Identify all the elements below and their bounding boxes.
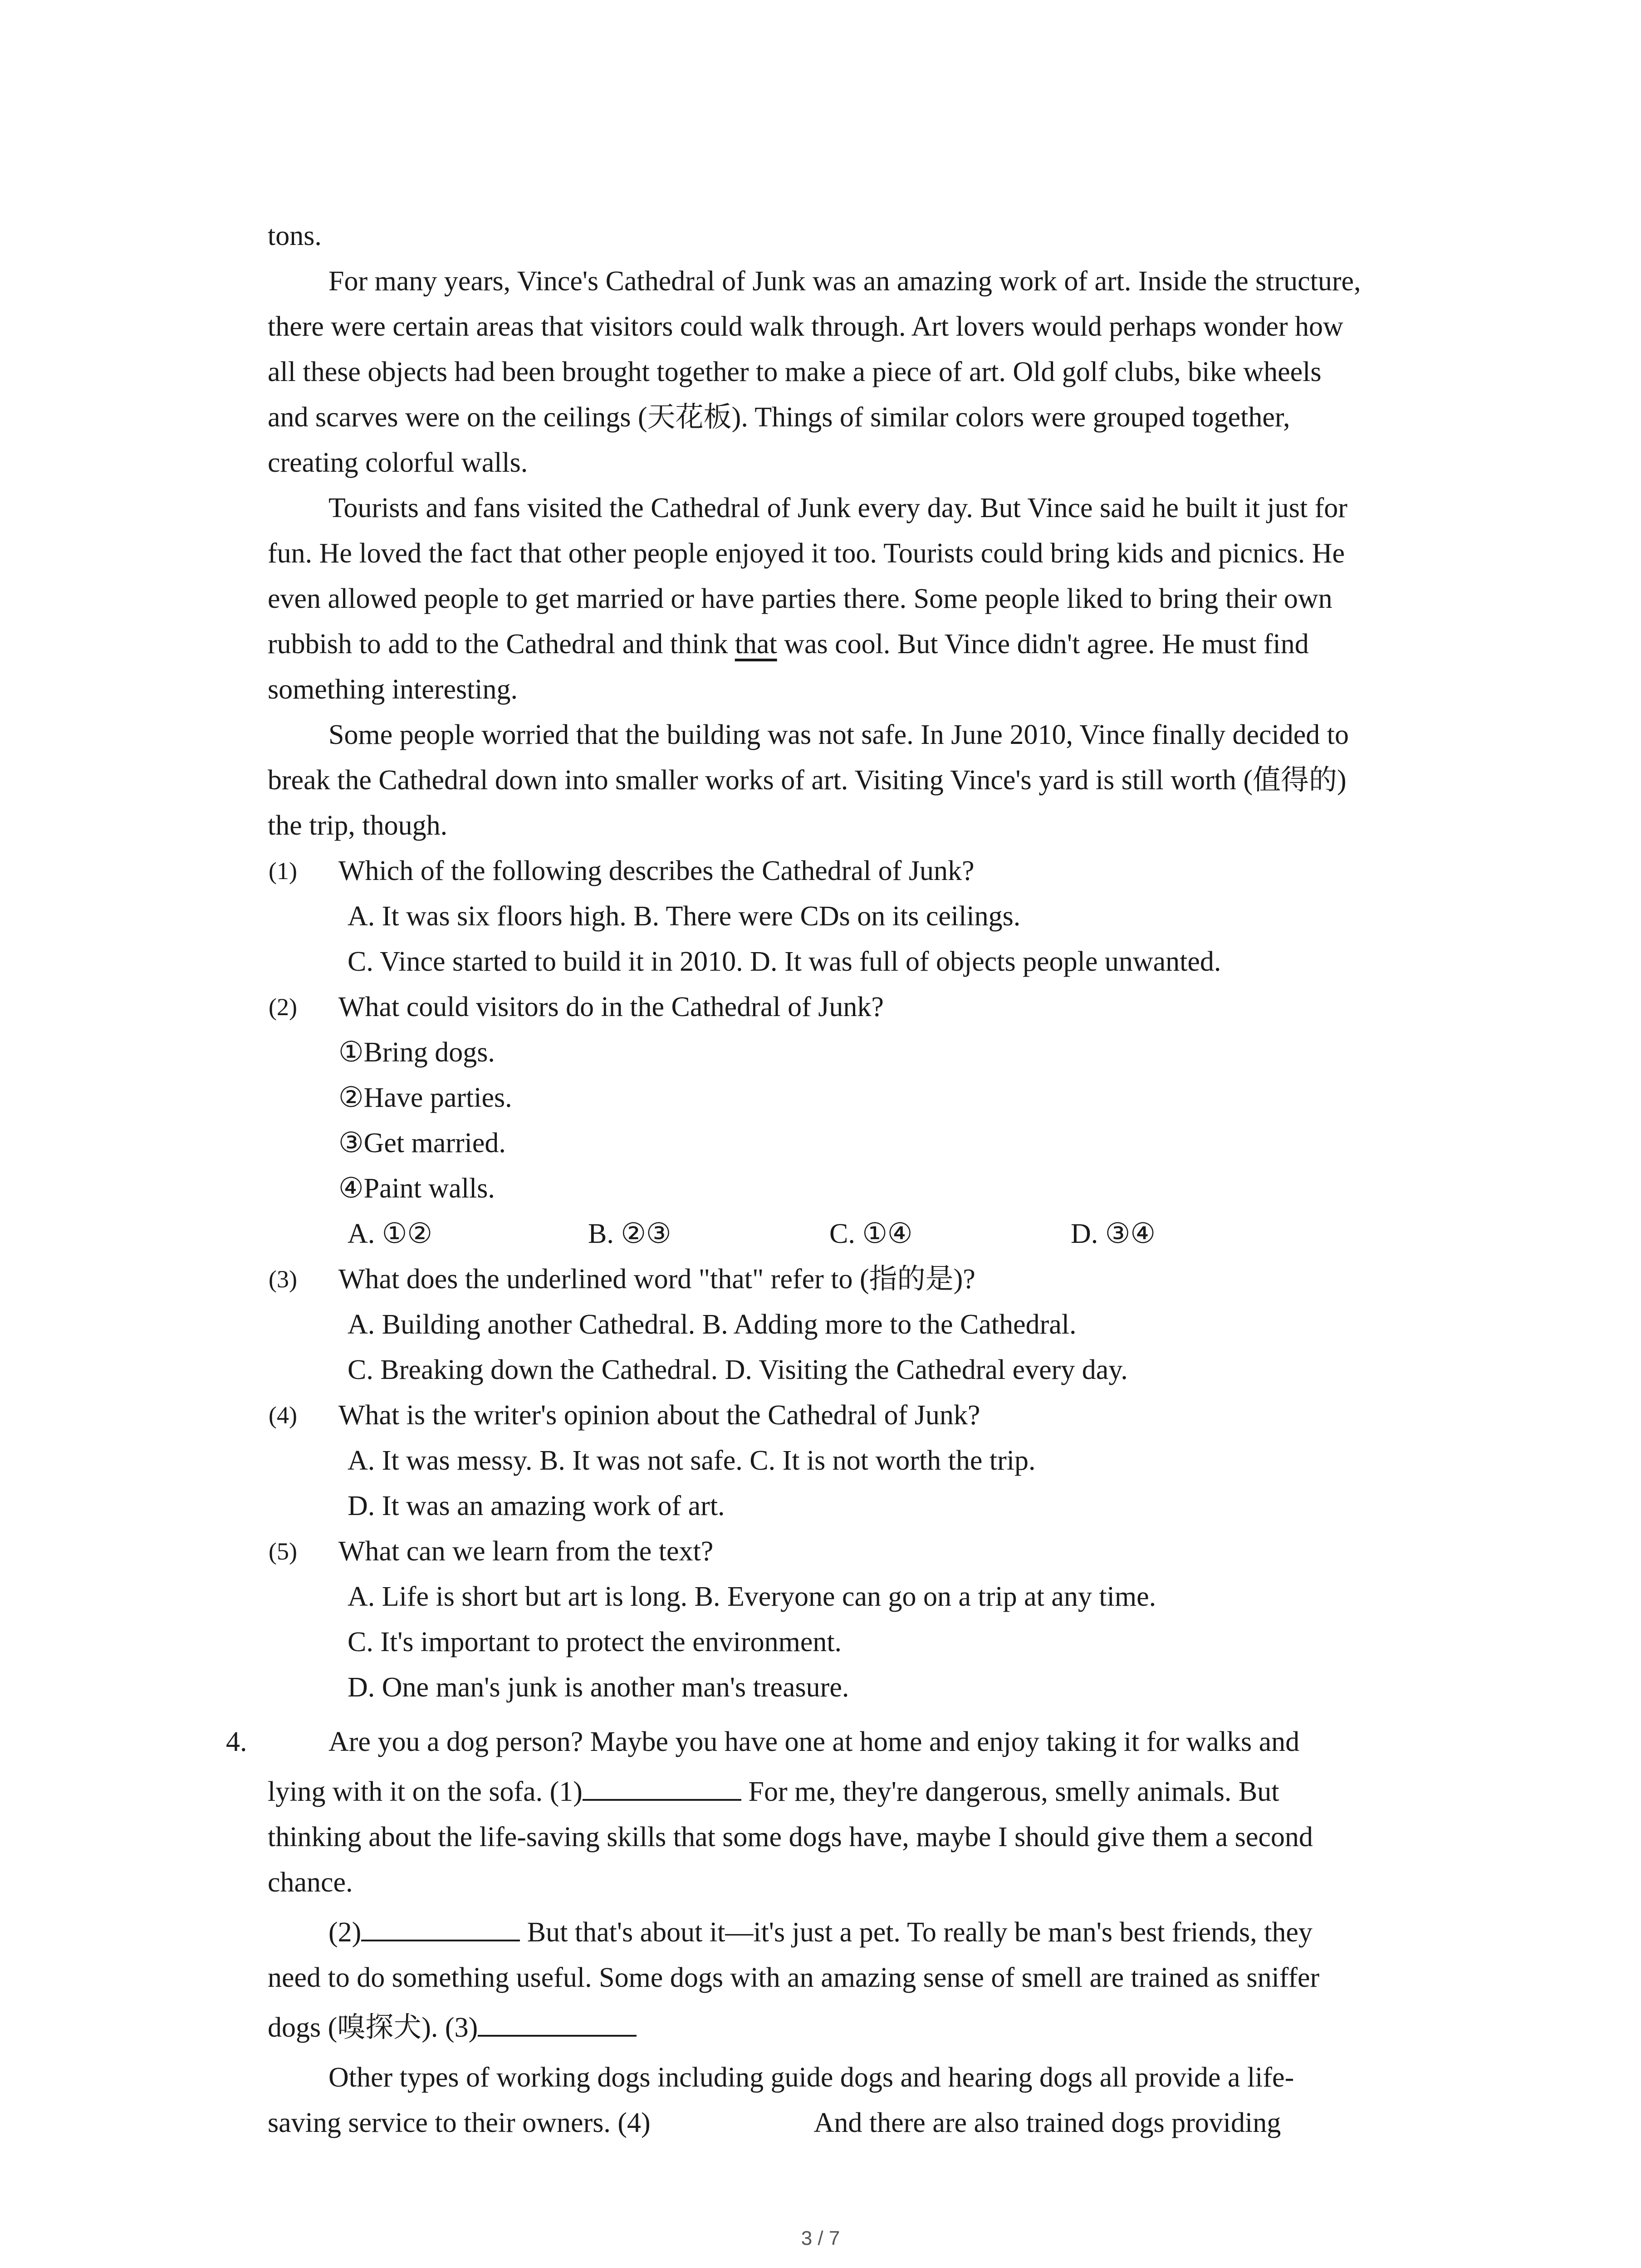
option-line: D. It was an amazing work of art.: [348, 1491, 725, 1521]
page-number: 3 / 7: [801, 2227, 840, 2249]
choice-a: A. ①②: [348, 1218, 432, 1249]
passage-line: even allowed people to get married or have parties there. Some people liked to bring their own: [268, 583, 1332, 614]
underlined-word-that: that: [735, 629, 777, 660]
passage-line: something interesting.: [268, 674, 518, 705]
statement-item: ③Get married.: [338, 1128, 506, 1158]
choice-d: D. ③④: [1071, 1218, 1156, 1249]
passage-line-underlined: [268, 621, 1474, 667]
question-text: What does the underlined word "that" refer to (指的是)?: [338, 1264, 975, 1295]
text-segment: lying with it on the sofa. (1): [268, 1776, 583, 1807]
question-number: (3): [269, 1266, 297, 1293]
passage-line: fun. He loved the fact that other people enjoyed it too. Tourists could bring kids and picnics. He: [268, 538, 1345, 569]
statement-item: ②Have parties.: [338, 1082, 512, 1113]
answer-blank-1[interactable]: [583, 1771, 741, 1801]
text-segment: For me, they're dangerous, smelly animals. But: [741, 1776, 1279, 1807]
passage-line: the trip, though.: [268, 810, 448, 841]
passage-line: Some people worried that the building was not safe. In June 2010, Vince finally decided to: [328, 719, 1349, 750]
choice-c: C. ①④: [829, 1218, 913, 1249]
statement-item: ④Paint walls.: [338, 1173, 495, 1204]
passage-line: there were certain areas that visitors could walk through. Art lovers would perhaps wonder how: [268, 311, 1343, 342]
passage-line: Are you a dog person? Maybe you have one at home and enjoy taking it for walks and: [328, 1726, 1300, 1757]
question-number: (1): [269, 857, 297, 885]
question-number: (4): [269, 1402, 297, 1429]
passage-line: all these objects had been brought together to make a piece of art. Old golf clubs, bike wheels: [268, 357, 1322, 387]
option-line: A. It was six floors high. B. There were CDs on its ceilings.: [348, 901, 1021, 932]
option-line: C. It's important to protect the environment.: [348, 1627, 842, 1657]
text-segment: rubbish to add to the Cathedral and think: [268, 629, 735, 660]
question-text: Which of the following describes the Cathedral of Junk?: [338, 855, 975, 886]
passage-line: need to do something useful. Some dogs with an amazing sense of smell are trained as sniffer: [268, 1962, 1320, 1993]
option-line: A. Life is short but art is long. B. Everyone can go on a trip at any time.: [348, 1581, 1156, 1612]
passage-line-blank-3: [268, 2005, 1474, 2050]
passage-line-blank-4: [268, 2100, 1474, 2146]
text-segment: And there are also trained dogs providing: [813, 2107, 1281, 2138]
passage-line: thinking about the life-saving skills that some dogs have, maybe I should give them a second: [268, 1822, 1313, 1853]
passage-line: chance.: [268, 1867, 353, 1898]
passage-line: Tourists and fans visited the Cathedral of Junk every day. But Vince said he built it just for: [328, 493, 1347, 523]
option-line: C. Vince started to build it in 2010. D. It was full of objects people unwanted.: [348, 946, 1221, 977]
choice-b: B. ②③: [588, 1218, 671, 1249]
text-segment: But that's about it—it's just a pet. To really be man's best friends, they: [520, 1917, 1313, 1948]
passage-line: tons.: [268, 220, 322, 251]
question-text: What is the writer's opinion about the Cathedral of Junk?: [338, 1400, 980, 1431]
passage-line-blank-1: [268, 1769, 1474, 1814]
option-line: C. Breaking down the Cathedral. D. Visiting the Cathedral every day.: [348, 1354, 1128, 1385]
text-segment: saving service to their owners. (4): [268, 2107, 651, 2138]
passage-line-blank-2: [328, 1910, 1535, 1955]
passage-line: For many years, Vince's Cathedral of Junk was an amazing work of art. Inside the structure,: [328, 266, 1361, 297]
option-line: D. One man's junk is another man's treasure.: [348, 1672, 849, 1703]
text-segment: was cool. But Vince didn't agree. He must find: [777, 629, 1309, 660]
passage-line: creating colorful walls.: [268, 447, 528, 478]
passage-line: break the Cathedral down into smaller works of art. Visiting Vince's yard is still worth (值得的): [268, 765, 1347, 796]
statement-item: ①Bring dogs.: [338, 1037, 495, 1068]
passage-line: and scarves were on the ceilings (天花板). Things of similar colors were grouped together,: [268, 402, 1290, 433]
passage-number: 4.: [226, 1726, 247, 1757]
question-number: (2): [269, 993, 297, 1021]
text-segment: dogs (嗅探犬). (3): [268, 2012, 478, 2043]
question-text: What could visitors do in the Cathedral of Junk?: [338, 992, 884, 1022]
passage-line: Other types of working dogs including guide dogs and hearing dogs all provide a life-: [328, 2062, 1294, 2093]
answer-blank-2[interactable]: [361, 1911, 520, 1941]
answer-blank-3[interactable]: [478, 2007, 637, 2037]
option-line: A. Building another Cathedral. B. Adding more to the Cathedral.: [348, 1309, 1077, 1340]
option-line: A. It was messy. B. It was not safe. C. It is not worth the trip.: [348, 1445, 1036, 1476]
question-number: (5): [269, 1538, 297, 1565]
question-text: What can we learn from the text?: [338, 1536, 714, 1567]
text-segment: (2): [328, 1917, 362, 1948]
